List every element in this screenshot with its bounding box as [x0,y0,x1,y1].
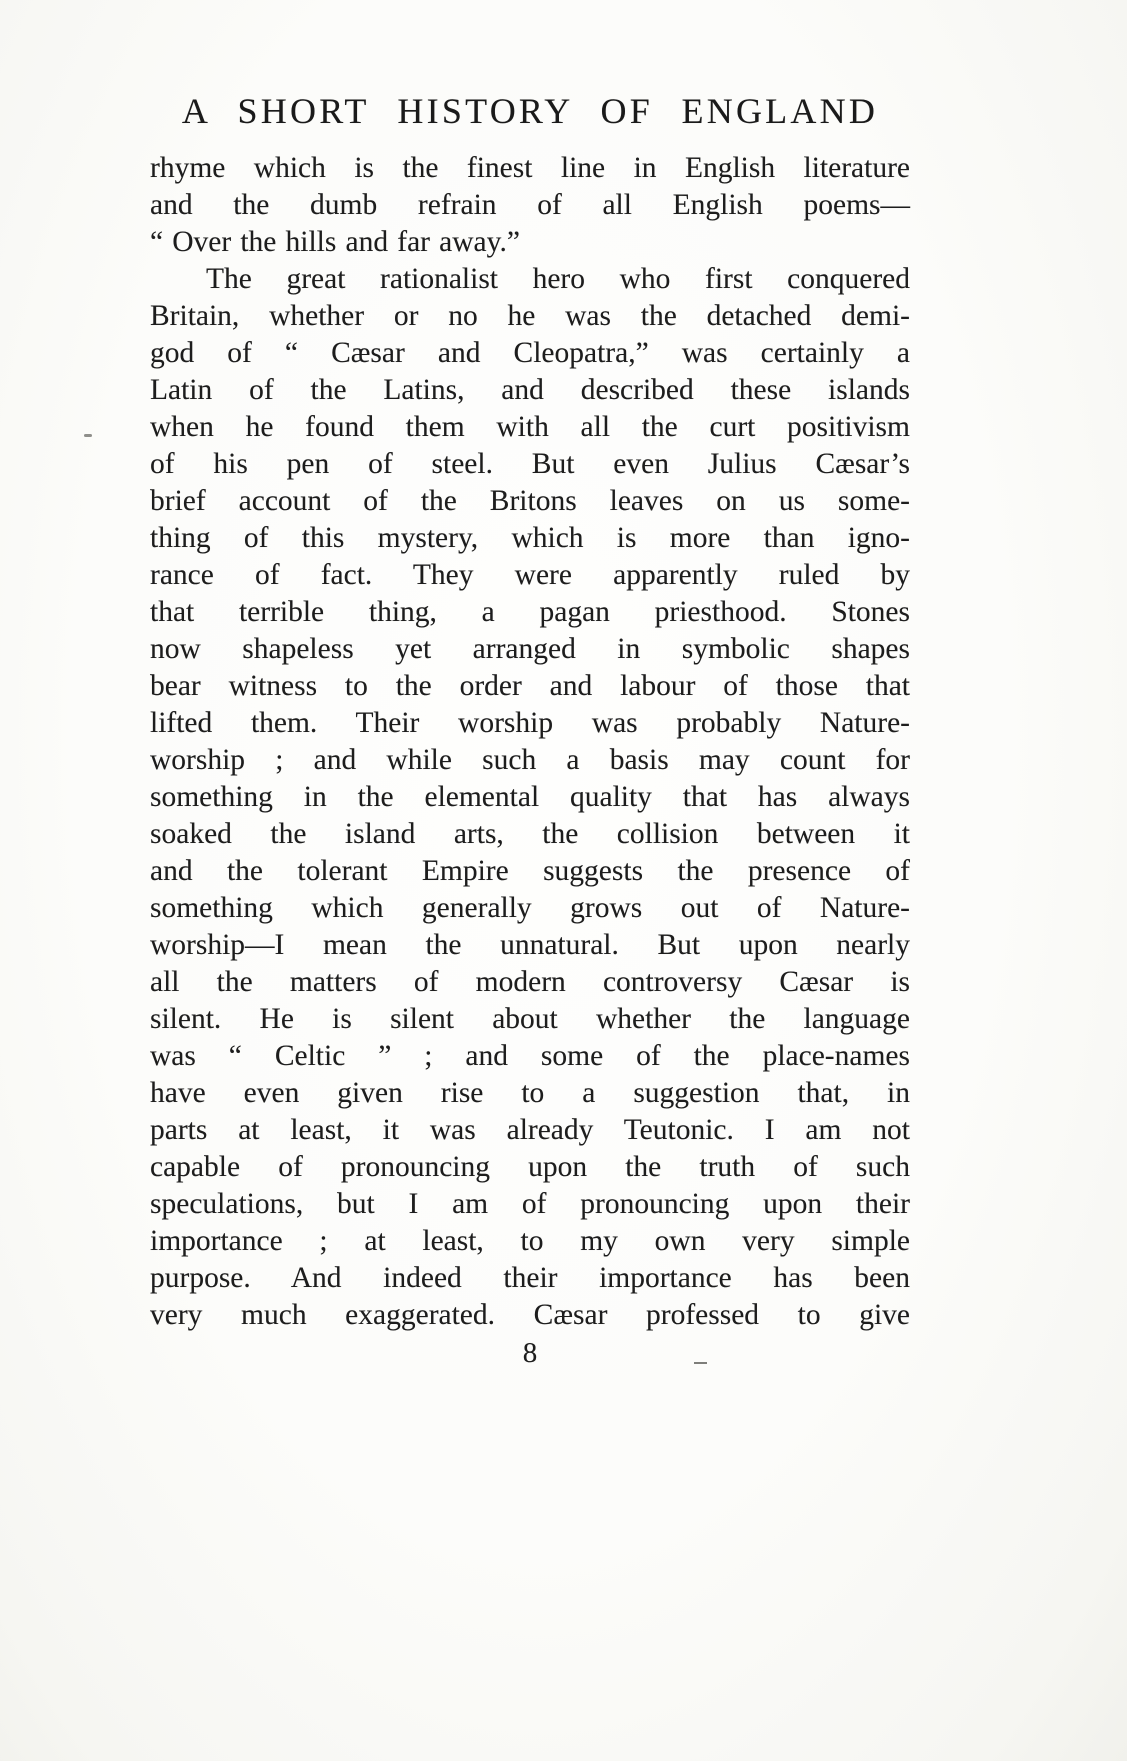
text-line: “ Over the hills and far away.” [150,226,520,258]
text-line: have even given rise to a suggestion that, in [150,1077,910,1109]
text-line: bear witness to the order and labour of those that [150,670,910,702]
text-line: and the dumb refrain of all English poems— [150,189,910,221]
text-line: when he found them with all the curt positivism [150,411,910,443]
text-line: capable of pronouncing upon the truth of such [150,1151,910,1183]
text-line: Britain, whether or no he was the detached demi- [150,300,910,332]
text-line: lifted them. Their worship was probably Nature- [150,707,910,739]
text-line: worship—I mean the unnatural. But upon nearly [150,929,910,961]
text-line: silent. He is silent about whether the language [150,1003,910,1035]
text-line: Latin of the Latins, and described these islands [150,374,910,406]
text-line: The great rationalist hero who first conquered [206,263,910,295]
text-line: very much exaggerated. Cæsar professed to give [150,1299,910,1331]
text-line: worship ; and while such a basis may count for [150,744,910,776]
text-line: rance of fact. They were apparently ruled by [150,559,910,591]
text-line: now shapeless yet arranged in symbolic shapes [150,633,910,665]
text-line: importance ; at least, to my own very simple [150,1225,910,1257]
text-line: god of “ Cæsar and Cleopatra,” was certainly a [150,337,910,369]
text-line: soaked the island arts, the collision between it [150,818,910,850]
body-lines [150,150,910,1334]
text-line: that terrible thing, a pagan priesthood. Stones [150,596,910,628]
text-line: rhyme which is the finest line in English literature [150,152,910,184]
text-line: thing of this mystery, which is more than igno- [150,522,910,554]
text-line: of his pen of steel. But even Julius Cæsar’s [150,448,910,480]
text-line: parts at least, it was already Teutonic. I am not [150,1114,910,1146]
text-line: brief account of the Britons leaves on us some- [150,485,910,517]
text-line: and the tolerant Empire suggests the presence of [150,855,910,887]
text-line: purpose. And indeed their importance has been [150,1262,910,1294]
text-line: speculations, but I am of pronouncing upon their [150,1188,910,1220]
text-line: was “ Celtic ” ; and some of the place-names [150,1040,910,1072]
page-number: 8 [522,1337,538,1369]
page-title: A SHORT HISTORY OF ENGLAND [181,91,879,131]
text-line: something which generally grows out of Nature- [150,892,910,924]
text-line: all the matters of modern controversy Cæsar is [150,966,910,998]
text-line: something in the elemental quality that has always [150,781,910,813]
scan-artifact-left [84,434,92,437]
scan-artifact-right [694,1362,707,1364]
